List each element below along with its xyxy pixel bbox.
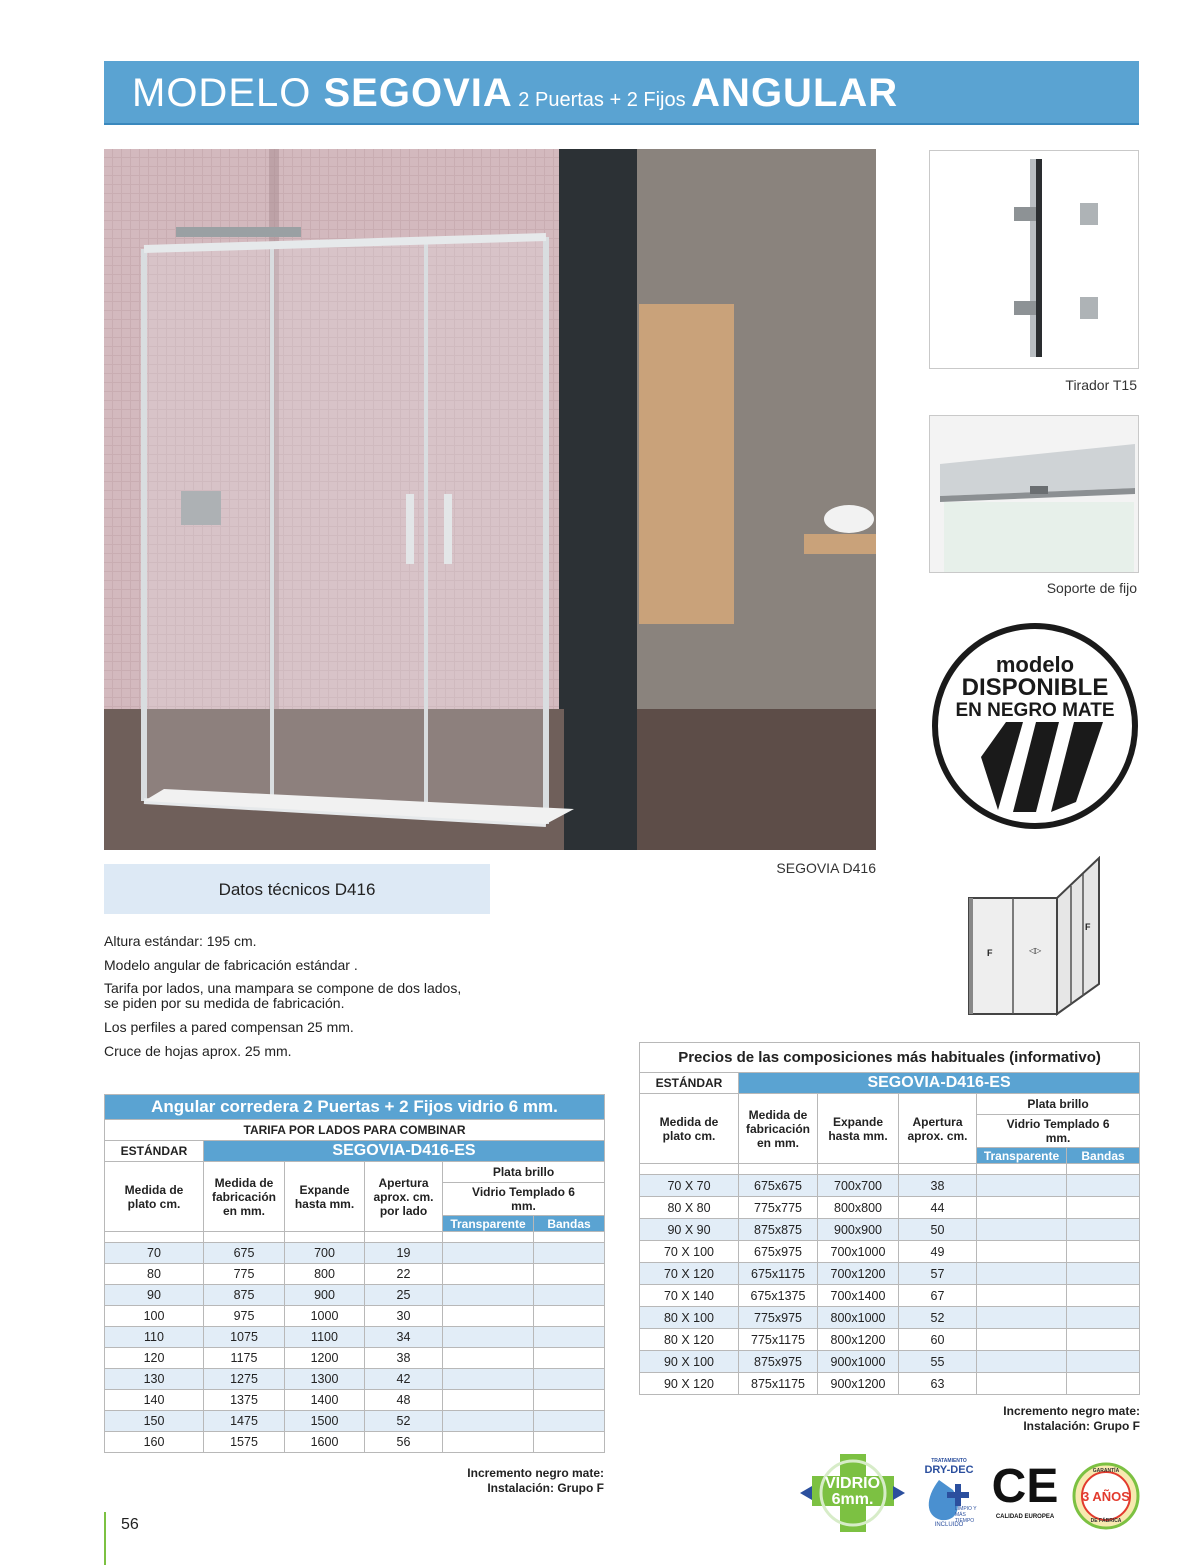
cell: 800 <box>285 1264 365 1285</box>
col-bandas: Bandas <box>534 1216 605 1232</box>
badge-line2: DISPONIBLE <box>961 674 1109 701</box>
estandar-label-2: ESTÁNDAR <box>640 1073 739 1094</box>
cell: 1000 <box>285 1306 365 1327</box>
ce-mark: CE <box>991 1460 1059 1513</box>
datos-title: Datos técnicos D416 <box>218 880 376 899</box>
cell: 1600 <box>285 1432 365 1453</box>
cell: 63 <box>899 1373 977 1395</box>
cell: 875 <box>204 1285 285 1306</box>
model-code-2: SEGOVIA-D416-ES <box>739 1073 1140 1094</box>
table-row <box>640 1329 1140 1351</box>
support-thumbnail <box>929 415 1139 573</box>
guarantee-top: GARANTÍA <box>1092 1468 1120 1474</box>
col-medida-plato: Medida de plato cm. <box>105 1162 204 1232</box>
guarantee-seal <box>1072 1462 1140 1530</box>
ce-logo <box>990 1460 1060 1528</box>
cell: 1500 <box>285 1411 365 1432</box>
cell: 150 <box>105 1411 204 1432</box>
cell: 67 <box>899 1285 977 1307</box>
col2-transparente: Transparente <box>977 1148 1067 1164</box>
col2-vidrio: Vidrio Templado 6 mm. <box>977 1115 1140 1148</box>
table-row <box>105 1369 605 1390</box>
cell: 80 X 100 <box>640 1307 739 1329</box>
cell: 875x875 <box>739 1219 818 1241</box>
model-code: SEGOVIA-D416-ES <box>204 1141 605 1162</box>
table-row <box>640 1285 1140 1307</box>
cell: 25 <box>365 1285 443 1306</box>
col2-apertura: Apertura aprox. cm. <box>899 1094 977 1164</box>
col2-expande: Expande hasta mm. <box>818 1094 899 1164</box>
cell: 60 <box>899 1329 977 1351</box>
badge-line1: modelo <box>995 652 1075 677</box>
ce-sub: CALIDAD EUROPEA <box>995 1514 1055 1520</box>
table-row <box>105 1264 605 1285</box>
tarifa-table-title: Angular corredera 2 Puertas + 2 Fijos vidrio 6 mm. <box>105 1095 605 1120</box>
table-row <box>105 1348 605 1369</box>
cell: 675x975 <box>739 1241 818 1263</box>
composiciones-title: Precios de las composiciones más habituales (informativo) <box>640 1043 1140 1073</box>
cell: 1300 <box>285 1369 365 1390</box>
drydec-top: TRATAMIENTO <box>931 1458 967 1464</box>
cell: 44 <box>899 1197 977 1219</box>
cell: 775x775 <box>739 1197 818 1219</box>
cell: 1575 <box>204 1432 285 1453</box>
guarantee-bottom: DE FÁBRICA <box>1090 1518 1122 1524</box>
table2-note-line1: Incremento negro mate: <box>1003 1404 1140 1418</box>
cell: 700x1200 <box>818 1263 899 1285</box>
table-row <box>640 1241 1140 1263</box>
table-row <box>105 1243 605 1264</box>
drydec-logo <box>915 1458 983 1530</box>
cell: 52 <box>365 1411 443 1432</box>
cell: 1100 <box>285 1327 365 1348</box>
cell: 1475 <box>204 1411 285 1432</box>
cell: 700 <box>285 1243 365 1264</box>
photo-caption: SEGOVIA D416 <box>776 860 876 876</box>
layout-diagram <box>965 856 1105 1018</box>
handle-caption: Tirador T15 <box>1065 377 1137 393</box>
cell: 1400 <box>285 1390 365 1411</box>
col-apertura: Apertura aprox. cm. por lado <box>365 1162 443 1232</box>
table-row <box>105 1306 605 1327</box>
cell: 90 X 120 <box>640 1373 739 1395</box>
handle-icon <box>930 151 1138 368</box>
cell: 900 <box>285 1285 365 1306</box>
title-modelo: MODELO <box>132 71 324 115</box>
cell: 160 <box>105 1432 204 1453</box>
tarifa-table <box>104 1094 605 1453</box>
page-bar <box>104 1512 106 1565</box>
composiciones-table-block <box>639 1042 1140 1395</box>
cell: 80 X 80 <box>640 1197 739 1219</box>
spec-line-2: Modelo angular de fabricación estándar . <box>104 957 358 973</box>
spec-line-3: Tarifa por lados, una mampara se compone de dos lados, <box>104 980 462 996</box>
support-icon <box>930 416 1138 572</box>
datos-header <box>104 864 490 914</box>
cell: 775 <box>204 1264 285 1285</box>
cell: 120 <box>105 1348 204 1369</box>
cell: 1200 <box>285 1348 365 1369</box>
table-row <box>640 1197 1140 1219</box>
cell: 70 X 140 <box>640 1285 739 1307</box>
estandar-label: ESTÁNDAR <box>105 1141 204 1162</box>
cell: 700x1000 <box>818 1241 899 1263</box>
table-row <box>640 1263 1140 1285</box>
col-medida-fab: Medida de fabricación en mm. <box>204 1162 285 1232</box>
table-row <box>640 1219 1140 1241</box>
cell: 80 <box>105 1264 204 1285</box>
cell: 80 X 120 <box>640 1329 739 1351</box>
table2-note <box>836 1404 1140 1434</box>
cell: 70 X 70 <box>640 1175 739 1197</box>
cell: 675x1375 <box>739 1285 818 1307</box>
handle-thumbnail <box>929 150 1139 369</box>
vidrio-logo-text1: VIDRIO <box>824 1475 881 1492</box>
spec-line-6: Cruce de hojas aprox. 25 mm. <box>104 1043 292 1059</box>
table-row <box>640 1351 1140 1373</box>
drydec-main: DRY-DEC <box>924 1464 974 1476</box>
spec-line-5: Los perfiles a pared compensan 25 mm. <box>104 1019 354 1035</box>
table-row <box>640 1373 1140 1395</box>
spec-line-4: se piden por su medida de fabricación. <box>104 995 345 1011</box>
tarifa-table-block <box>104 1094 605 1453</box>
diagram-label-f-right: F <box>1085 922 1091 932</box>
cell: 140 <box>105 1390 204 1411</box>
cell: 50 <box>899 1219 977 1241</box>
cell: 57 <box>899 1263 977 1285</box>
cell: 775x1175 <box>739 1329 818 1351</box>
support-caption: Soporte de fijo <box>1046 580 1137 596</box>
title-puertas: 2 Puertas + 2 Fijos <box>512 89 692 111</box>
table2-note-line2: Instalación: Grupo F <box>1023 1419 1140 1433</box>
cell: 675 <box>204 1243 285 1264</box>
cell: 55 <box>899 1351 977 1373</box>
cell: 22 <box>365 1264 443 1285</box>
cell: 48 <box>365 1390 443 1411</box>
table1-note <box>300 1466 604 1496</box>
vidrio-logo-text2: 6mm. <box>831 1491 874 1508</box>
cell: 34 <box>365 1327 443 1348</box>
cell: 875x1175 <box>739 1373 818 1395</box>
cell: 1175 <box>204 1348 285 1369</box>
cell: 800x800 <box>818 1197 899 1219</box>
cell: 675x675 <box>739 1175 818 1197</box>
table-row <box>640 1175 1140 1197</box>
cell: 49 <box>899 1241 977 1263</box>
cell: 700x1400 <box>818 1285 899 1307</box>
vidrio-6mm-logo <box>800 1452 905 1534</box>
cell: 975 <box>204 1306 285 1327</box>
cell: 700x700 <box>818 1175 899 1197</box>
cell: 900x1200 <box>818 1373 899 1395</box>
col2-medida-plato: Medida de plato cm. <box>640 1094 739 1164</box>
diagram-graphic <box>965 856 1105 1018</box>
cell: 775x975 <box>739 1307 818 1329</box>
cell: 875x975 <box>739 1351 818 1373</box>
col-plata: Plata brillo <box>443 1162 605 1183</box>
spec-line-1: Altura estándar: 195 cm. <box>104 933 257 949</box>
title-banner <box>104 61 1139 125</box>
cell: 38 <box>365 1348 443 1369</box>
cell: 100 <box>105 1306 204 1327</box>
cell: 1075 <box>204 1327 285 1348</box>
title-segovia: SEGOVIA <box>323 71 513 115</box>
cell: 130 <box>105 1369 204 1390</box>
diagram-label-f-left: F <box>987 948 993 958</box>
table-row <box>105 1390 605 1411</box>
shower-illustration <box>104 149 876 850</box>
cell: 800x1200 <box>818 1329 899 1351</box>
cell: 90 <box>105 1285 204 1306</box>
cell: 900x1000 <box>818 1351 899 1373</box>
title-angular: ANGULAR <box>691 71 899 115</box>
cell: 56 <box>365 1432 443 1453</box>
cell: 90 X 90 <box>640 1219 739 1241</box>
table1-note-line2: Instalación: Grupo F <box>487 1481 604 1495</box>
cell: 90 X 100 <box>640 1351 739 1373</box>
guarantee-main: 3 AÑOS <box>1082 1489 1130 1504</box>
badge-line3: EN NEGRO MATE <box>955 700 1115 721</box>
col2-plata: Plata brillo <box>977 1094 1140 1115</box>
cell: 70 X 120 <box>640 1263 739 1285</box>
cell: 19 <box>365 1243 443 1264</box>
col-vidrio: Vidrio Templado 6 mm. <box>443 1183 605 1216</box>
table-row <box>105 1327 605 1348</box>
composiciones-table <box>639 1042 1140 1395</box>
black-matte-badge <box>931 622 1139 830</box>
cell: 52 <box>899 1307 977 1329</box>
cell: 70 <box>105 1243 204 1264</box>
table-row <box>105 1432 605 1453</box>
cell: 30 <box>365 1306 443 1327</box>
diagram-label-center: ◁▷ <box>1029 946 1042 955</box>
cell: 42 <box>365 1369 443 1390</box>
cell: 110 <box>105 1327 204 1348</box>
col2-medida-fab: Medida de fabricación en mm. <box>739 1094 818 1164</box>
cell: 800x1000 <box>818 1307 899 1329</box>
page-number: 56 <box>121 1516 139 1533</box>
table1-note-line1: Incremento negro mate: <box>467 1466 604 1480</box>
drydec-sub: LIMPIO Y MÁS TIEMPO <box>955 1506 977 1524</box>
col-transparente: Transparente <box>443 1216 534 1232</box>
table-row <box>105 1411 605 1432</box>
cell: 38 <box>899 1175 977 1197</box>
col2-bandas: Bandas <box>1067 1148 1140 1164</box>
table-row <box>640 1307 1140 1329</box>
cell: 1275 <box>204 1369 285 1390</box>
product-photo <box>104 149 876 850</box>
tarifa-table-subtitle: TARIFA POR LADOS PARA COMBINAR <box>105 1120 605 1141</box>
cell: 1375 <box>204 1390 285 1411</box>
cell: 675x1175 <box>739 1263 818 1285</box>
page-title <box>132 71 898 116</box>
table-row <box>105 1285 605 1306</box>
drydec-incluido: INCLUIDO <box>934 1522 964 1528</box>
col-expande: Expande hasta mm. <box>285 1162 365 1232</box>
cell: 70 X 100 <box>640 1241 739 1263</box>
cell: 900x900 <box>818 1219 899 1241</box>
